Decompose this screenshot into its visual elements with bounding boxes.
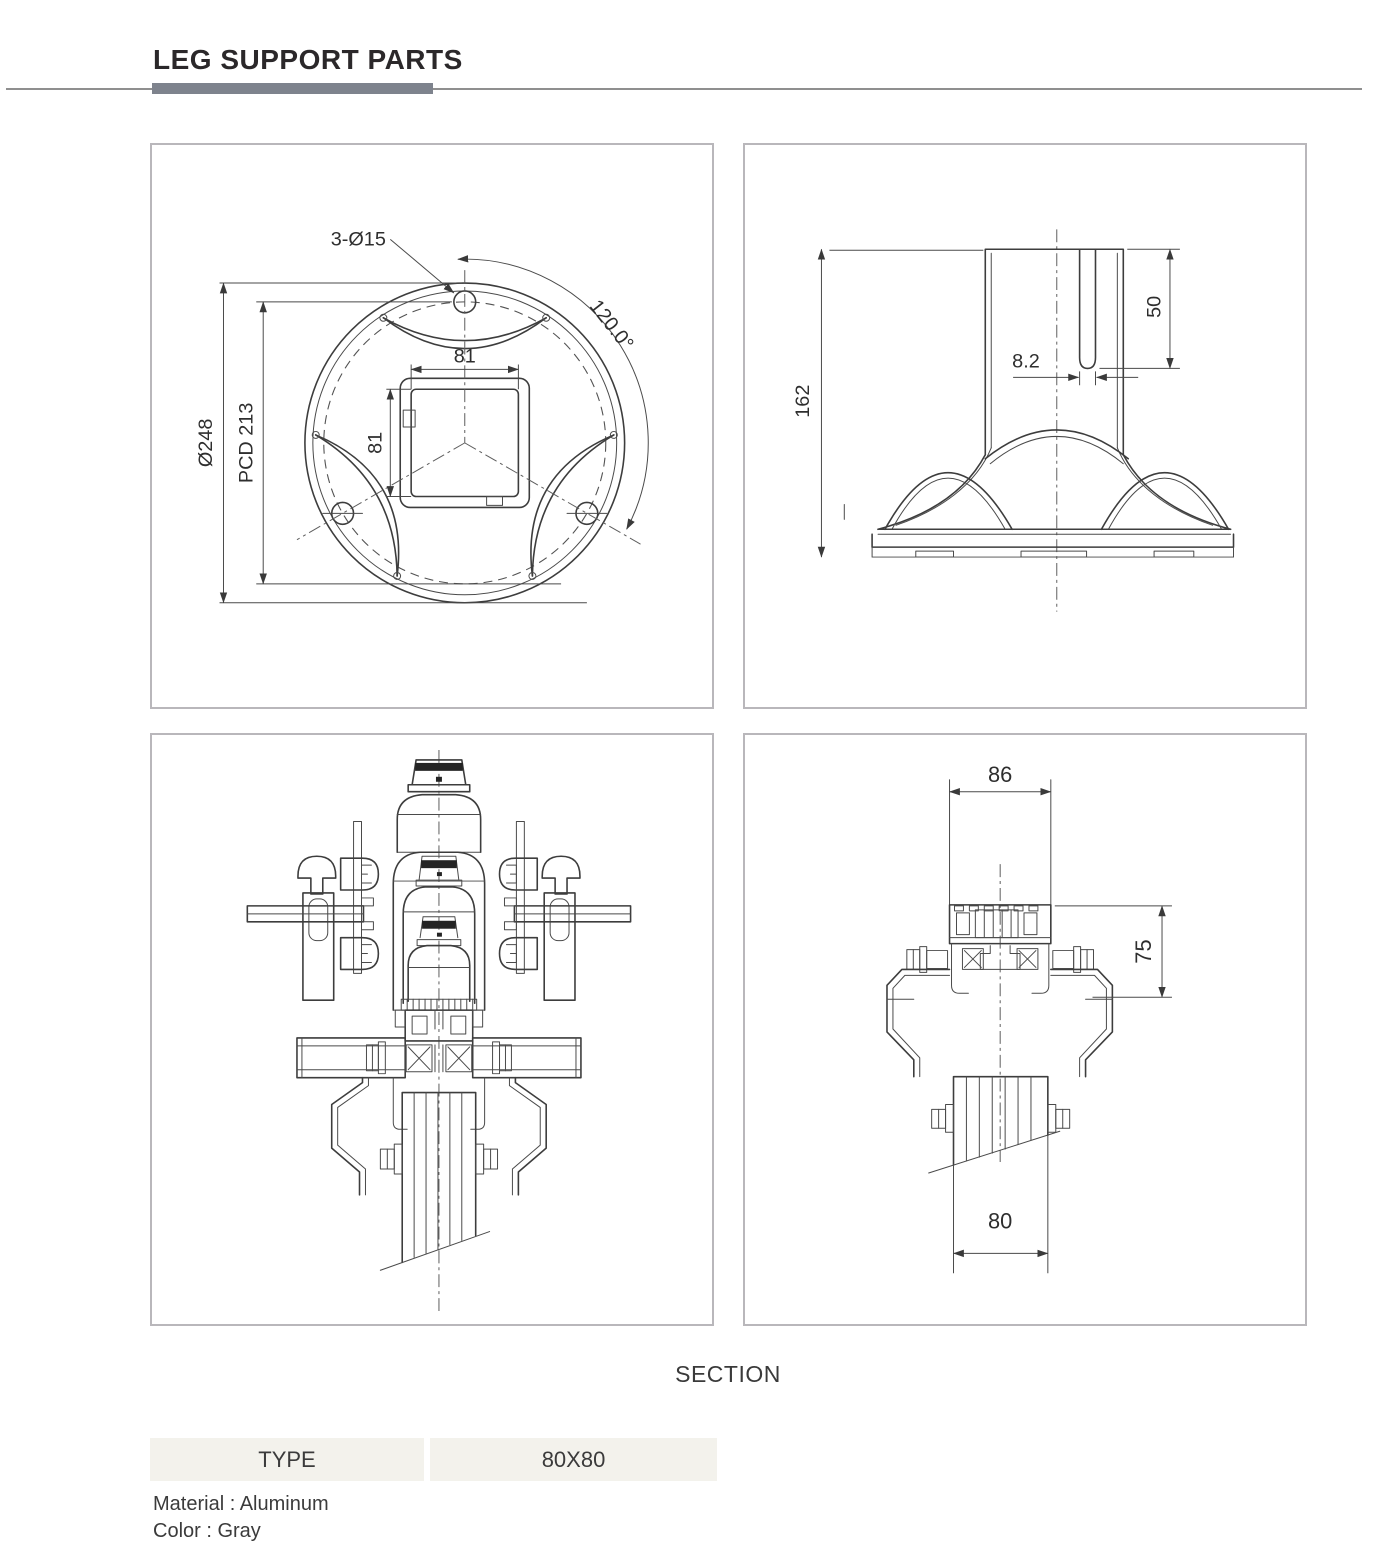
page-title: LEG SUPPORT PARTS [153, 44, 463, 75]
dim-square-width: 81 [453, 345, 476, 368]
panel-base-side-view [743, 143, 1307, 709]
spec-table [150, 1438, 717, 1481]
dim-slot-width: 8.2 [1012, 350, 1040, 373]
clamp-section-drawing [745, 735, 1305, 1324]
panel-clamp-section [743, 733, 1307, 1326]
panel-flange-top-view [150, 143, 714, 709]
title-underline-accent [152, 83, 433, 94]
dim-slot-depth: 50 [1143, 295, 1166, 318]
dim-bolt-angle: 120.0° [584, 295, 638, 355]
flange-dimensions [195, 228, 648, 602]
flange-top-view-drawing [152, 145, 712, 707]
note-material: Material : Aluminum [153, 1493, 329, 1515]
dim-rail-width: 86 [988, 761, 1013, 787]
spec-type-value: 80X80 [430, 1438, 717, 1481]
leg-post [929, 1077, 1070, 1173]
column-slot [1080, 249, 1096, 368]
note-color: Color : Gray [153, 1520, 261, 1542]
spec-type-label: TYPE [150, 1438, 424, 1481]
centerline-330 [465, 443, 641, 544]
panel-assembly-section [150, 733, 714, 1326]
dim-pcd: PCD 213 [235, 402, 258, 484]
dim-total-height: 162 [791, 384, 814, 418]
dim-leg-width: 80 [988, 1208, 1013, 1234]
section-label: SECTION [675, 1361, 781, 1387]
base-body [844, 229, 1233, 611]
dim-bolt-holes: 3-Ø15 [330, 228, 386, 251]
dim-square-height: 81 [364, 431, 387, 454]
side-hardware-left [247, 821, 378, 1000]
dim-clamp-height: 75 [1130, 939, 1156, 964]
dim-outer-diameter: Ø248 [194, 418, 217, 468]
centerline-210 [297, 443, 465, 540]
assembly-section-drawing [152, 735, 712, 1324]
flange-body [297, 270, 641, 603]
side-hardware-right [500, 821, 631, 1000]
clamp-dimensions [950, 762, 1172, 1273]
notes [153, 1491, 329, 1545]
flange-slot-left [504, 417, 619, 581]
base-side-view-drawing [745, 145, 1305, 707]
